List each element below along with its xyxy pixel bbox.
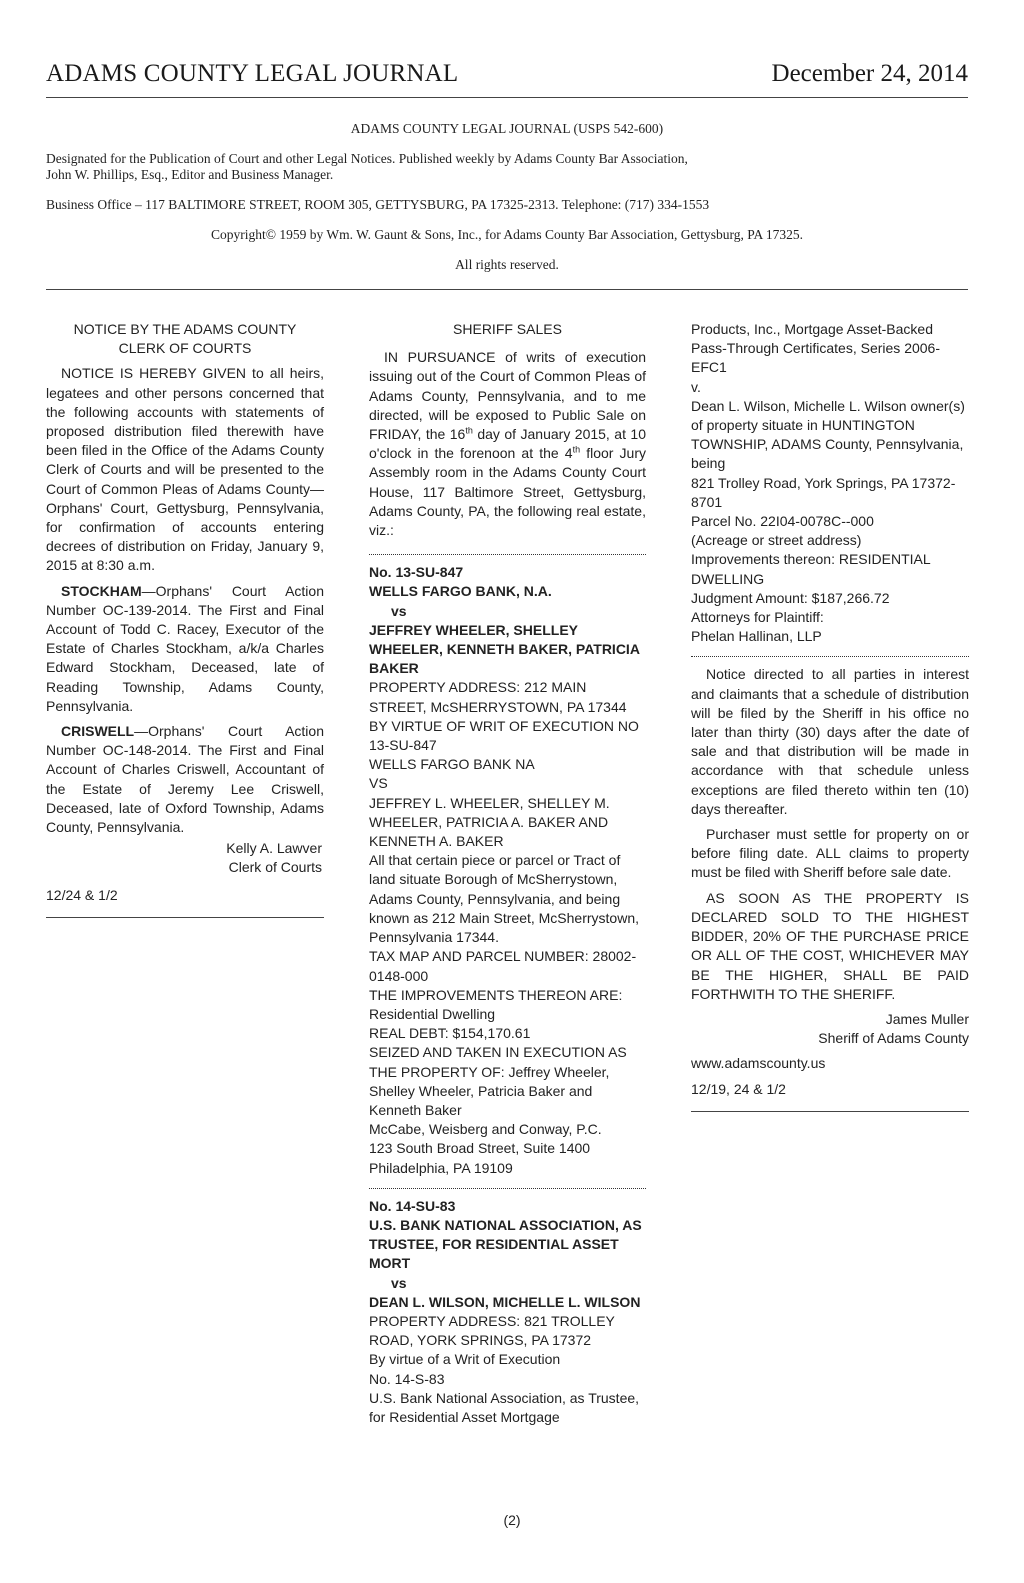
case2-number: No. 14-SU-83: [369, 1197, 456, 1214]
case1-line: SEIZED AND TAKEN IN EXECUTION AS THE PROPERTY OF: Jeffrey Wheeler, Shelley Wheeler, Patricia Baker and Kenneth Baker: [369, 1044, 627, 1118]
clerk-notice-column: [46, 320, 324, 918]
sheriff-signer-title: Sheriff of Adams County: [818, 1030, 969, 1047]
case1-line: Philadelphia, PA 19109: [369, 1159, 513, 1176]
case2-vs: vs: [391, 1274, 407, 1291]
clerk-signer-title: Clerk of Courts: [228, 859, 322, 876]
case1-plaintiff: WELLS FARGO BANK, N.A.: [369, 583, 552, 600]
journal-title: ADAMS COUNTY LEGAL JOURNAL: [46, 60, 459, 87]
case2-defendant: DEAN L. WILSON, MICHELLE L. WILSON: [369, 1293, 641, 1310]
case2-cont-line: (Acreage or street address): [691, 532, 862, 549]
case1-line: 123 South Broad Street, Suite 1400: [369, 1140, 591, 1157]
case2-cont-line: Products, Inc., Mortgage Asset-Backed Pass-Through Certificates, Series 2006-EFC1: [691, 321, 940, 376]
case2-cont-line: Parcel No. 22I04-0078C--000: [691, 513, 874, 530]
ordinal-suffix: th: [465, 425, 473, 436]
case2-cont-line: Phelan Hallinan, LLP: [691, 628, 822, 645]
case2-line: U.S. Bank National Association, as Trustee, for Residential Asset Mortgage: [369, 1389, 640, 1425]
masthead-title: ADAMS COUNTY LEGAL JOURNAL (USPS 542-600): [350, 121, 664, 136]
clerk-notice-intro: NOTICE IS HEREBY GIVEN to all heirs, legatees and other persons concerned that the following accounts with statements of proposed distribution filed therewith have been filed in the Office of the Adams County Clerk of Courts and will be presented to the Court of Common Pleas of Adams County—Orphans' Court, Gettysburg, Pennsylvania, for confirmation of accounts entering decrees of distribution on Friday, January 9, 2015 at 8:30 a.m.: [46, 365, 324, 574]
entry-name: STOCKHAM: [61, 582, 142, 599]
masthead-copyright: Copyright© 1959 by Wm. W. Gaunt & Sons, Inc., for Adams County Bar Association, Gettysburg, PA 17325.: [210, 227, 804, 242]
clerk-signer-name: Kelly A. Lawver: [226, 840, 322, 857]
entry-name: CRISWELL: [61, 723, 135, 740]
intro-part: day of January 2015, at 10 o'clock in the forenoon at the 4: [369, 426, 646, 462]
case1-line: REAL DEBT: $154,170.61: [369, 1025, 531, 1042]
masthead-editor: John W. Phillips, Esq., Editor and Business Manager.: [46, 167, 334, 182]
sheriff-sales-dates: 12/19, 24 & 1/2: [691, 1080, 786, 1097]
masthead-rights: All rights reserved.: [455, 257, 559, 272]
distribution-notice: Notice directed to all parties in interest and claimants that a schedule of distribution will be filed by the Sheriff in his office no later than thirty (30) days after the date of sale and that distribution will be made in accordance with that schedule unless exceptions are filed thereto within ten (10) days thereafter.: [691, 666, 969, 817]
sheriff-sales-column: [369, 320, 646, 1427]
masthead-business-office: Business Office – 117 BALTIMORE STREET, ROOM 305, GETTYSBURG, PA 17325-2313. Telephone: (717) 334-1553: [46, 197, 710, 212]
case2-cont-line: 821 Trolley Road, York Springs, PA 17372-8701: [691, 474, 956, 510]
case1-line: PROPERTY ADDRESS: 212 MAIN STREET, McSHERRYSTOWN, PA 17344: [369, 679, 627, 715]
sheriff-sales-continued-column: [691, 320, 969, 1112]
column-rule: [46, 917, 324, 918]
case1-line: WELLS FARGO BANK NA: [369, 756, 535, 773]
case1-number: No. 13-SU-847: [369, 564, 464, 581]
case2-line: No. 14-S-83: [369, 1370, 445, 1387]
dotted-separator: [369, 554, 646, 555]
sheriff-heading: SHERIFF SALES: [453, 321, 562, 337]
case2-line: PROPERTY ADDRESS: 821 TROLLEY ROAD, YORK SPRINGS, PA 17372: [369, 1312, 615, 1349]
case1-line: TAX MAP AND PARCEL NUMBER: 28002-0148-000: [369, 948, 637, 984]
purchaser-notice: Purchaser must settle for property on or before filing date. ALL claims to property must be filed with Sheriff before sale date.: [691, 826, 969, 881]
masthead: [46, 118, 968, 290]
dotted-separator: [369, 1188, 646, 1189]
case2-cont-line: Dean L. Wilson, Michelle L. Wilson owner(s) of property situate in HUNTINGTON TOWNSHIP, ADAMS County, Pennsylvania, being: [691, 397, 965, 472]
sheriff-intro: [369, 348, 646, 540]
case1-line: JEFFREY L. WHEELER, SHELLEY M. WHEELER, PATRICIA A. BAKER AND KENNETH A. BAKER: [369, 794, 610, 850]
page-header: [46, 58, 968, 98]
masthead-designation: Designated for the Publication of Court and other Legal Notices. Published weekly by Adams County Bar Association,: [46, 151, 688, 166]
entry-text: —Orphans' Court Action Number OC-139-2014. The First and Final Account of Todd C. Racey, Executor of the Estate of Charles Stockham, a/k/a Charles Edward Stockham, Deceased, late of Reading Township, Adams County, Pennsylvania.: [46, 582, 324, 714]
intro-part: IN PURSUANCE of writs of execution issuing out of the Court of Common Pleas of Adams County, Pennsylvania, and to me directed, will be exposed to Public Sale on FRIDAY, the 16: [369, 349, 646, 443]
case2-plaintiff: U.S. BANK NATIONAL ASSOCIATION, AS TRUSTEE, FOR RESIDENTIAL ASSET MORT: [369, 1216, 642, 1272]
dotted-separator: [691, 656, 969, 657]
case2-cont-line: Attorneys for Plaintiff:: [691, 609, 824, 626]
issue-date: December 24, 2014: [771, 60, 968, 87]
case1-line: THE IMPROVEMENTS THEREON ARE: Residential Dwelling: [369, 986, 623, 1022]
sheriff-signer-name: James Muller: [885, 1010, 969, 1027]
payment-notice: AS SOON AS THE PROPERTY IS DECLARED SOLD TO THE HIGHEST BIDDER, 20% OF THE PURCHASE PRICE OR ALL OF THE COST, WHICHEVER MAY BE THE HIGHER, SHALL BE PAID FORTHWITH TO THE SHERIFF.: [691, 889, 969, 1002]
case1-line: VS: [369, 775, 388, 792]
case2-cont-line: Judgment Amount: $187,266.72: [691, 589, 890, 606]
case1-line: BY VIRTUE OF WRIT OF EXECUTION NO 13-SU-847: [369, 717, 639, 754]
clerk-notice-dates: 12/24 & 1/2: [46, 886, 118, 903]
clerk-entry-stockham: [46, 582, 324, 716]
case1-line: McCabe, Weisberg and Conway, P.C.: [369, 1121, 602, 1138]
case2-cont-line: v.: [691, 378, 701, 395]
column-rule: [691, 1111, 969, 1112]
case1-defendant: JEFFREY WHEELER, SHELLEY WHEELER, KENNETH BAKER, PATRICIA BAKER: [369, 621, 640, 677]
case2-line: By virtue of a Writ of Execution: [369, 1351, 561, 1368]
case1-line: All that certain piece or parcel or Tract of land situate Borough of McSherrystown, Adams County, Pennsylvania, and being known as 212 Main Street, McSherrystown, Pennsylvania 17344.: [369, 852, 640, 946]
clerk-entry-criswell: [46, 722, 324, 837]
case1-vs: vs: [391, 602, 407, 619]
page-number: (2): [503, 1512, 521, 1528]
entry-text: —Orphans' Court Action Number OC-148-2014. The First and Final Account of Charles Criswell, Accountant of the Estate of Jeremy Lee Criswell, Deceased, late of Oxford Township, Adams County, Pennsylvania.: [46, 723, 324, 836]
county-website: www.adamscounty.us: [691, 1055, 826, 1072]
clerk-notice-heading: NOTICE BY THE ADAMS COUNTY CLERK OF COURTS: [73, 321, 297, 357]
case2-cont-line: Improvements thereon: RESIDENTIAL DWELLING: [691, 551, 931, 587]
intro-part: floor Jury Assembly room in the Adams County Court House, 117 Baltimore Street, Gettysburg, Adams County, PA, the following real estate, viz.:: [369, 445, 646, 539]
ordinal-suffix: th: [572, 444, 581, 455]
